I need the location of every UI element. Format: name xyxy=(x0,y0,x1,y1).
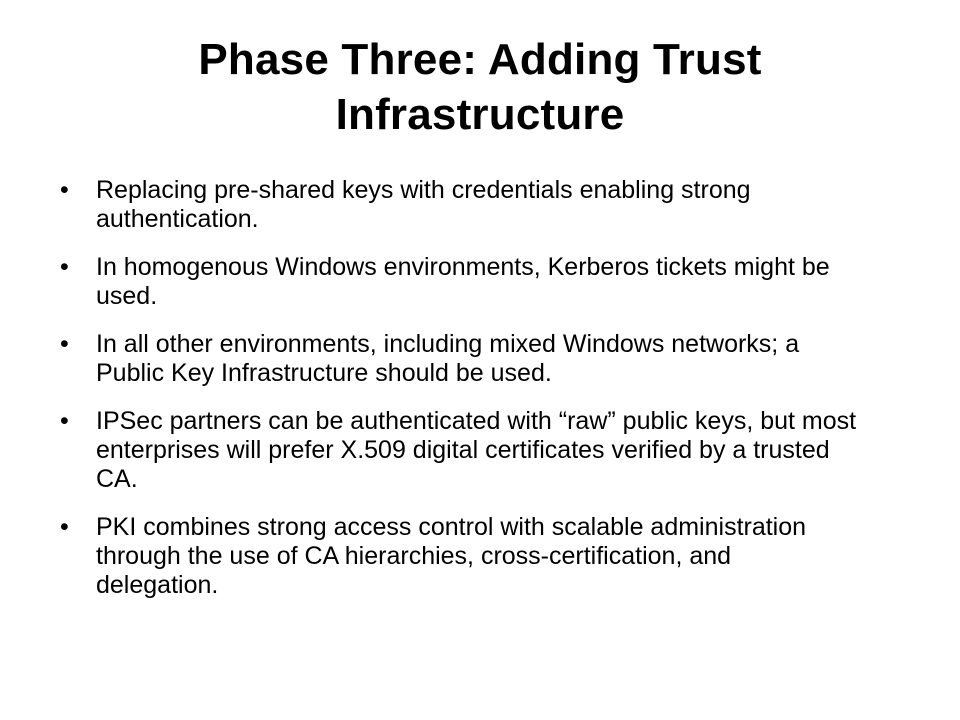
bullet-item-kerberos xyxy=(60,253,860,311)
bullet-dot-icon: • xyxy=(60,407,69,435)
bullet-text: Replacing pre-shared keys with credentials enabling strong authentication. xyxy=(96,176,751,233)
bullet-dot-icon: • xyxy=(60,513,69,541)
bullet-item-pki-combines xyxy=(60,513,860,600)
bullet-text: IPSec partners can be authenticated with “raw” public keys, but most enterprises will prefer X.509 digital certificates verified by a trusted CA. xyxy=(96,407,857,493)
bullet-dot-icon: • xyxy=(60,176,69,204)
bullet-text: In all other environments, including mixed Windows networks; a Public Key Infrastructure should be used. xyxy=(96,330,800,387)
bullet-item-strong-authentication xyxy=(60,176,860,234)
bullet-text: PKI combines strong access control with scalable administration through the use of CA hierarchies, cross-certification, and delegation. xyxy=(96,513,807,599)
slide-title: Phase Three: Adding Trust Infrastructure xyxy=(198,35,762,139)
bullet-item-pki-environments xyxy=(60,330,860,388)
bullet-text: In homogenous Windows environments, Kerberos tickets might be used. xyxy=(96,253,830,310)
bullet-list xyxy=(60,176,860,619)
bullet-dot-icon: • xyxy=(60,253,69,281)
bullet-dot-icon: • xyxy=(60,330,69,358)
bullet-item-ipsec-partners xyxy=(60,407,860,494)
